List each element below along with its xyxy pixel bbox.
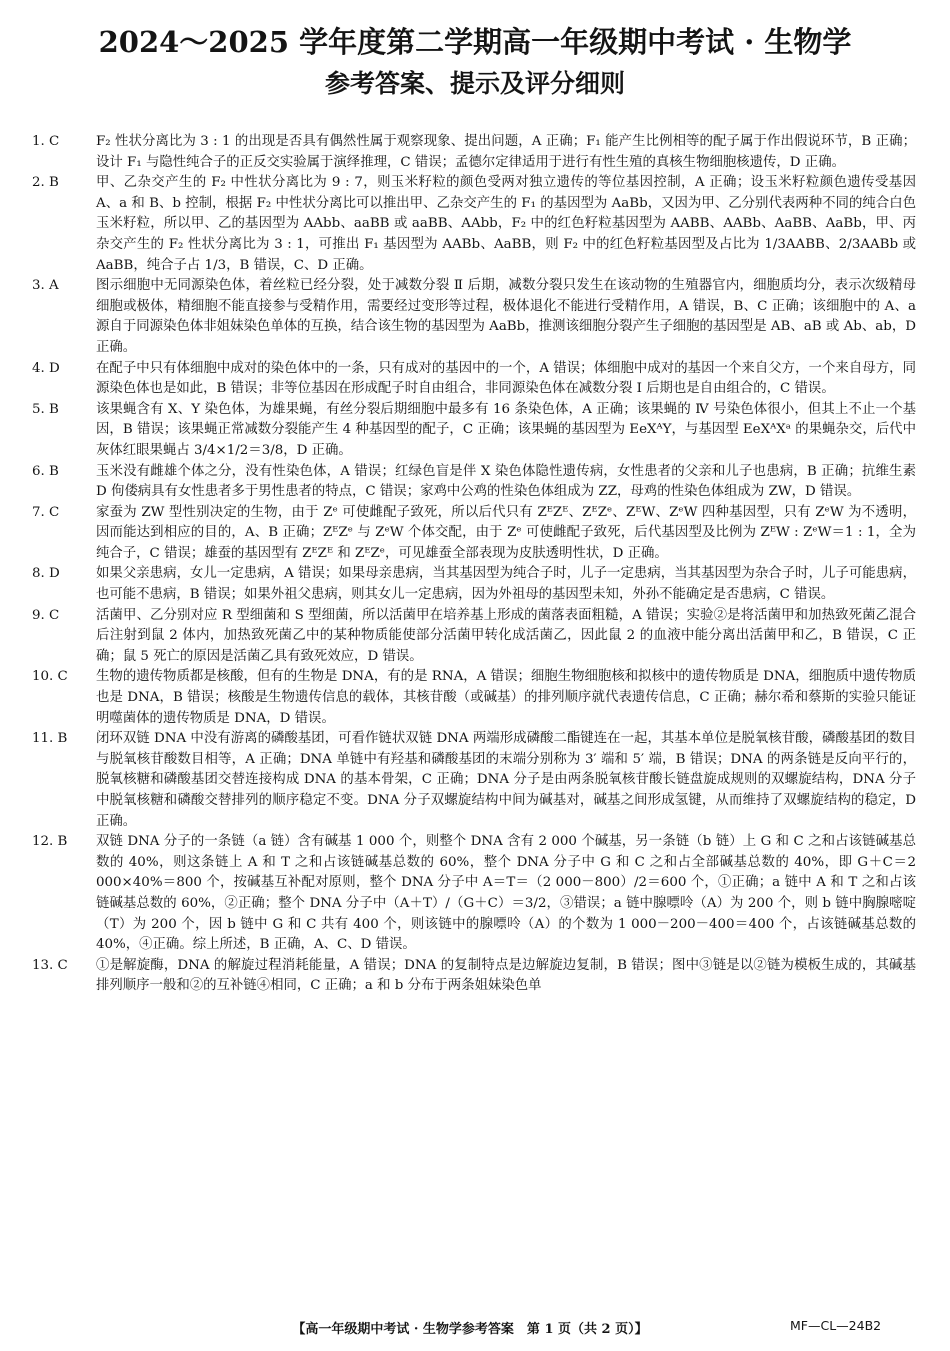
answer-number: 1. C [32, 134, 60, 149]
answer-text: F₂ 性状分离比为 3 : 1 的出现是否具有偶然性属于观察现象、提出问题，A 正确；F₁ 能产生比例相等的配子属于作出假说环节，B 正确；设计 F₁ 与隐性纯合子的正反交实验属于演绎推理，C 错误；孟德尔定律适用于进行有性生殖的真核生物细胞核遗传，D 正确。 [96, 134, 916, 170]
answer-number: 8. D [32, 566, 60, 582]
answer-text: 活菌甲、乙分别对应 R 型细菌和 S 型细菌，所以活菌甲在培养基上形成的菌落表面粗糙，A 错误；实验②是将活菌甲和加热致死菌乙混合后注射到鼠 2 体内，加热致死菌乙中的某种物质能使部分活菌甲转化成活菌乙，因此鼠 2 的血液中能分离出活菌甲和乙，B 错误，C 正确；鼠 5 死亡的原因是活菌乙具有致死效应，D 错误。 [96, 607, 916, 664]
answer-number: 10. C [32, 669, 68, 685]
answer-text: 甲、乙杂交产生的 F₂ 中性状分离比为 9 : 7，则玉米籽粒的颜色受两对独立遗传的等位基因控制，A 正确；设玉米籽粒颜色遗传受基因 A、a 和 B、b 控制，根据 F₂ 中性状分离比可以推出甲、乙杂交产生的 F₁ 的基因型为 AaBb，又因为甲、乙分别代表两种不同的纯合白色玉米籽粒，所以甲、乙的基因型为 AAbb、aaBB 或 aaBB、AAbb，F₂ 中的红色籽粒基因型为 AABB、AABb、AaBB、AaBb，甲、丙杂交产生的 F₂ 性状分离比为 3 : 1，可推出 F₁ 基因型为 AABb、AaBB，则 F₂ 中的红色籽粒基因型及占比为 1/3AABB、2/3AABb 或 AaBB，纯合子占 1/3，B 错误，C、D 正确。 [96, 175, 916, 273]
answer-number: 3. A [32, 278, 59, 294]
answer-list [32, 132, 916, 997]
answer-text: 该果蝇含有 X、Y 染色体，为雄果蝇，有丝分裂后期细胞中最多有 16 条染色体，A 正确；该果蝇的 Ⅳ 号染色体很小，但其上不止一个基因，B 错误；该果蝇正常减数分裂能产生 4 种基因型的配子，C 正确；该果蝇的基因型为 EeXᴬY，与基因型 EeXᴬXᵃ 的果蝇杂交，后代中灰体红眼果蝇占 3/4×1/2＝3/8，D 正确。 [96, 401, 916, 458]
answer-item-4 [32, 359, 916, 400]
answer-item-1 [32, 132, 916, 173]
answer-item-6 [32, 462, 916, 503]
footer-page-info: 【高一年级期中考试 · 生物学参考答案 第 1 页（共 2 页）】 [292, 1322, 648, 1337]
answer-text: 在配子中只有体细胞中成对的染色体中的一条，只有成对的基因中的一个，A 错误；体细胞中成对的基因一个来自父方，一个来自母方，同源染色体也是如此，B 错误；非等位基因在形成配子时自由组合，非同源染色体在减数分裂 Ⅰ 后期也是自由组合的，C 错误。 [96, 360, 916, 397]
answer-item-9 [32, 606, 916, 668]
answer-number: 12. B [32, 834, 68, 850]
answer-text: 玉米没有雌雄个体之分，没有性染色体，A 错误；红绿色盲是伴 X 染色体隐性遗传病，女性患者的父亲和儿子也患病，B 正确；抗维生素 D 佝偻病具有女性患者多于男性患者的特点，C 错误；家鸡中公鸡的性染色体组成为 ZZ，母鸡的性染色体组成为 ZW，D 错误。 [96, 463, 916, 500]
answer-item-12 [32, 832, 916, 956]
footer-code: MF—CL—24B2 [790, 1318, 882, 1333]
answer-text: 家蚕为 ZW 型性别决定的生物，由于 Zᵉ 可使雌配子致死，所以后代只有 ZᴱZᴱ、ZᴱZᵉ、ZᴱW、ZᵉW 四种基因型，只有 ZᵉW 为不透明，因而能达到相应的目的，A、B 正确；ZᴱZᵉ 与 ZᵉW 个体交配，由于 Zᵉ 可使雌配子致死，后代基因型及比例为 ZᴱW : ZᵉW＝1 : 1，全为纯合子，C 错误；雄蚕的基因型有 ZᴱZᴱ 和 ZᴱZᵉ，可见雄蚕全部表现为皮肤透明性状，D 正确。 [96, 504, 916, 561]
answer-item-2 [32, 173, 916, 276]
answer-number: 5. B [32, 401, 59, 417]
answer-item-5 [32, 400, 916, 462]
page-subtitle: 参考答案、提示及评分细则 [324, 69, 625, 98]
answer-text: 如果父亲患病，女儿一定患病，A 错误；如果母亲患病，当其基因型为纯合子时，儿子一定患病，当其基因型为杂合子时，儿子可能患病，也可能不患病，B 错误；如果外祖父患病，则其女儿一定患病，因为外祖母的基因型未知，外孙不能确定是否患病，C 错误。 [96, 566, 916, 603]
answer-text: 闭环双链 DNA 中没有游离的磷酸基团，可看作链状双链 DNA 两端形成磷酸二酯键连在一起，其基本单位是脱氧核苷酸，磷酸基团的数目与脱氧核苷酸数目相等，A 正确；DNA 单链中有羟基和磷酸基团的末端分别称为 3′ 端和 5′ 端，B 错误；DNA 的两条链是反向平行的，脱氧核糖和磷酸基团交替连接构成 DNA 的基本骨架，C 正确；DNA 分子是由两条脱氧核苷酸长链盘旋成规则的双螺旋结构，DNA 分子中脱氧核糖和磷酸交替排列的顺序稳定不变。DNA 分子双螺旋结构中间为碱基对，碱基之间形成氢键，从而维持了双螺旋结构的稳定，D 正确。 [96, 731, 916, 829]
answer-item-11 [32, 729, 916, 832]
answer-number: 2. B [32, 175, 59, 191]
page-title: 2024～2025 学年度第二学期高一年级期中考试 · 生物学 [98, 25, 852, 59]
answer-item-3 [32, 276, 916, 358]
answer-text: 双链 DNA 分子的一条链（a 链）含有碱基 1 000 个，则整个 DNA 含有 2 000 个碱基，另一条链（b 链）上 G 和 C 之和占该链碱基总数的 40%，则这条链上 A 和 T 之和占该链碱基总数的 60%，整个 DNA 分子中 G 和 C 之和占全部碱基总数的 40%，即 G＋C＝2 000×40%＝800 个，按碱基互补配对原则，整个 DNA 分子中 A＝T＝（2 000－800）/2＝600 个，①正确；a 链中 A 和 T 之和占该链碱基总数的 60%，②正确；整个 DNA 分子中（A＋T）/（G＋C）＝3/2，③错误；a 链中腺嘌呤（A）为 200 个，则 b 链中胸腺嘧啶（T）为 200 个，因 b 链中 G 和 C 共有 400 个，则该链中的腺嘌呤（A）的个数为 1 000－200－400＝400 个，占该链碱基总数的 40%，④正确。综上所述，B 正确，A、C、D 错误。 [96, 834, 916, 953]
answer-number: 4. D [32, 360, 60, 376]
answer-item-8 [32, 564, 916, 605]
answer-number: 9. C [32, 607, 60, 623]
answer-number: 11. B [32, 731, 68, 747]
answer-text: 生物的遗传物质都是核酸，但有的生物是 DNA，有的是 RNA，A 错误；细胞生物细胞核和拟核中的遗传物质是 DNA，细胞质中遗传物质也是 DNA，B 错误；核酸是生物遗传信息的载体，其核苷酸（或碱基）的排列顺序就代表遗传信息，C 正确；赫尔希和蔡斯的实验只能证明噬菌体的遗传物质是 DNA，D 错误。 [96, 669, 916, 726]
answer-number: 13. C [32, 957, 68, 973]
answer-item-7 [32, 503, 916, 565]
answer-number: 7. C [32, 504, 60, 520]
answer-text: 图示细胞中无同源染色体，着丝粒已经分裂，处于减数分裂 Ⅱ 后期，减数分裂只发生在该动物的生殖器官内，细胞质均分，表示次级精母细胞或极体，精细胞不能直接参与受精作用，需要经过变形等过程，极体退化不能进行受精作用，A 错误，B、C 正确；该细胞中的 A、a 源自于同源染色体非姐妹染色单体的互换，结合该生物的基因型为 AaBb，推测该细胞分裂产生子细胞的基因型是 AB、aB 或 Ab、ab，D 正确。 [96, 278, 916, 355]
answer-item-13 [32, 956, 916, 997]
answer-text: ①是解旋酶，DNA 的解旋过程消耗能量，A 错误；DNA 的复制特点是边解旋边复制，B 错误；图中③链是以②链为模板生成的，其碱基排列顺序一般和②的互补链④相同，C 正确；a 和 b 分布于两条姐妹染色单 [96, 957, 916, 994]
answer-item-10 [32, 667, 916, 729]
answer-number: 6. B [32, 463, 59, 479]
